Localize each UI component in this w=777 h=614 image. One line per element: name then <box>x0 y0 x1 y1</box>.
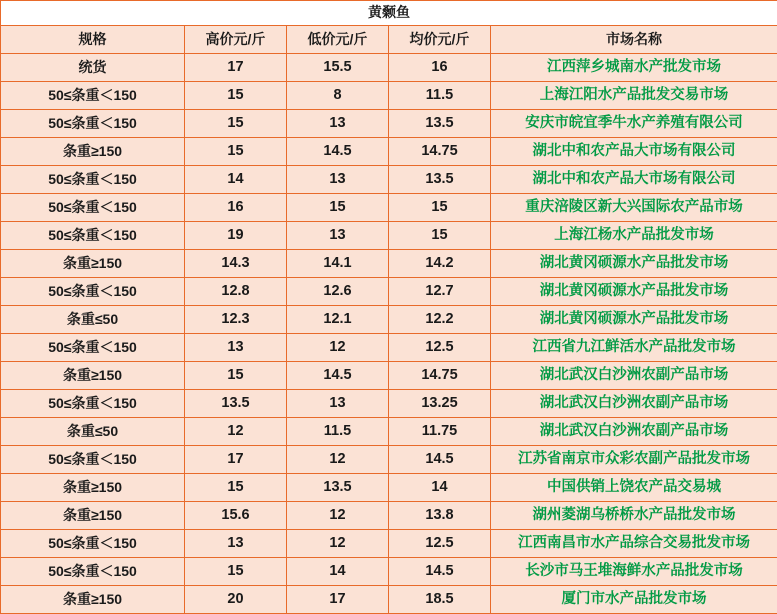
cell-high: 14.3 <box>185 250 287 278</box>
table-row <box>1 222 777 250</box>
cell-high: 15.6 <box>185 502 287 530</box>
cell-market: 湖北黄冈硕源水产品批发市场 <box>491 306 777 334</box>
cell-market: 湖北武汉白沙洲农副产品市场 <box>491 362 777 390</box>
cell-high: 16 <box>185 194 287 222</box>
cell-low: 13 <box>287 390 389 418</box>
cell-avg: 15 <box>389 194 491 222</box>
table-row <box>1 558 777 586</box>
cell-spec: 统货 <box>1 54 185 82</box>
cell-high: 15 <box>185 558 287 586</box>
cell-low: 17 <box>287 586 389 614</box>
column-header-spec: 规格 <box>1 26 185 54</box>
cell-spec: 50≤条重＜150 <box>1 334 185 362</box>
page-title: 黄颡鱼 <box>1 1 777 26</box>
cell-avg: 13.8 <box>389 502 491 530</box>
cell-spec: 50≤条重＜150 <box>1 166 185 194</box>
cell-low: 8 <box>287 82 389 110</box>
cell-market: 中国供销上饶农产品交易城 <box>491 474 777 502</box>
cell-low: 12 <box>287 334 389 362</box>
cell-market: 江苏省南京市众彩农副产品批发市场 <box>491 446 777 474</box>
cell-market: 湖州菱湖乌桥桥水产品批发市场 <box>491 502 777 530</box>
table-body <box>1 54 777 614</box>
cell-avg: 12.5 <box>389 334 491 362</box>
cell-low: 14 <box>287 558 389 586</box>
cell-avg: 14.2 <box>389 250 491 278</box>
table-row <box>1 362 777 390</box>
cell-market: 湖北中和农产品大市场有限公司 <box>491 166 777 194</box>
table-row <box>1 390 777 418</box>
cell-avg: 14.5 <box>389 558 491 586</box>
cell-avg: 14 <box>389 474 491 502</box>
cell-low: 12 <box>287 446 389 474</box>
cell-market: 江西南昌市水产品综合交易批发市场 <box>491 530 777 558</box>
table-row <box>1 278 777 306</box>
column-header-avg-price: 均价元/斤 <box>389 26 491 54</box>
cell-spec: 50≤条重＜150 <box>1 446 185 474</box>
cell-avg: 14.5 <box>389 446 491 474</box>
cell-high: 15 <box>185 362 287 390</box>
table-row <box>1 446 777 474</box>
table-row <box>1 54 777 82</box>
cell-avg: 18.5 <box>389 586 491 614</box>
cell-low: 13 <box>287 110 389 138</box>
cell-avg: 14.75 <box>389 138 491 166</box>
cell-low: 13.5 <box>287 474 389 502</box>
cell-low: 15.5 <box>287 54 389 82</box>
table-row <box>1 502 777 530</box>
cell-spec: 条重≥150 <box>1 138 185 166</box>
cell-high: 13 <box>185 530 287 558</box>
cell-spec: 条重≥150 <box>1 362 185 390</box>
cell-market: 湖北黄冈硕源水产品批发市场 <box>491 250 777 278</box>
cell-market: 湖北黄冈硕源水产品批发市场 <box>491 278 777 306</box>
cell-avg: 13.5 <box>389 110 491 138</box>
column-header-market-name: 市场名称 <box>491 26 777 54</box>
cell-low: 13 <box>287 166 389 194</box>
cell-low: 15 <box>287 194 389 222</box>
cell-high: 13.5 <box>185 390 287 418</box>
cell-spec: 50≤条重＜150 <box>1 222 185 250</box>
cell-high: 15 <box>185 110 287 138</box>
column-header-low-price: 低价元/斤 <box>287 26 389 54</box>
cell-high: 19 <box>185 222 287 250</box>
cell-market: 上海江阳水产品批发交易市场 <box>491 82 777 110</box>
cell-avg: 14.75 <box>389 362 491 390</box>
cell-avg: 12.5 <box>389 530 491 558</box>
cell-high: 12 <box>185 418 287 446</box>
cell-avg: 12.2 <box>389 306 491 334</box>
cell-low: 14.5 <box>287 138 389 166</box>
cell-high: 17 <box>185 54 287 82</box>
cell-spec: 条重≥150 <box>1 502 185 530</box>
cell-low: 14.1 <box>287 250 389 278</box>
cell-market: 重庆涪陵区新大兴国际农产品市场 <box>491 194 777 222</box>
cell-avg: 12.7 <box>389 278 491 306</box>
cell-low: 12 <box>287 530 389 558</box>
table-row <box>1 530 777 558</box>
cell-low: 13 <box>287 222 389 250</box>
cell-spec: 条重≥150 <box>1 250 185 278</box>
cell-spec: 条重≤50 <box>1 306 185 334</box>
cell-market: 安庆市皖宜季牛水产养殖有限公司 <box>491 110 777 138</box>
table-row <box>1 166 777 194</box>
table-row <box>1 586 777 614</box>
cell-spec: 条重≥150 <box>1 586 185 614</box>
cell-avg: 13.5 <box>389 166 491 194</box>
cell-spec: 50≤条重＜150 <box>1 558 185 586</box>
cell-spec: 50≤条重＜150 <box>1 278 185 306</box>
table-row <box>1 194 777 222</box>
column-header-row <box>1 26 777 54</box>
cell-avg: 15 <box>389 222 491 250</box>
cell-high: 20 <box>185 586 287 614</box>
cell-market: 上海江杨水产品批发市场 <box>491 222 777 250</box>
cell-market: 厦门市水产品批发市场 <box>491 586 777 614</box>
cell-market: 湖北中和农产品大市场有限公司 <box>491 138 777 166</box>
cell-high: 14 <box>185 166 287 194</box>
table-row <box>1 110 777 138</box>
cell-low: 11.5 <box>287 418 389 446</box>
cell-high: 15 <box>185 474 287 502</box>
cell-spec: 50≤条重＜150 <box>1 110 185 138</box>
cell-low: 12 <box>287 502 389 530</box>
table-row <box>1 82 777 110</box>
cell-high: 12.3 <box>185 306 287 334</box>
table-row <box>1 306 777 334</box>
cell-high: 15 <box>185 138 287 166</box>
cell-spec: 50≤条重＜150 <box>1 194 185 222</box>
cell-spec: 条重≤50 <box>1 418 185 446</box>
cell-high: 17 <box>185 446 287 474</box>
cell-low: 14.5 <box>287 362 389 390</box>
cell-avg: 11.5 <box>389 82 491 110</box>
cell-low: 12.1 <box>287 306 389 334</box>
cell-market: 江西省九江鲜活水产品批发市场 <box>491 334 777 362</box>
cell-avg: 13.25 <box>389 390 491 418</box>
cell-avg: 16 <box>389 54 491 82</box>
cell-market: 江西萍乡城南水产批发市场 <box>491 54 777 82</box>
cell-spec: 50≤条重＜150 <box>1 530 185 558</box>
cell-low: 12.6 <box>287 278 389 306</box>
cell-avg: 11.75 <box>389 418 491 446</box>
table-row <box>1 418 777 446</box>
table-row <box>1 334 777 362</box>
cell-spec: 条重≥150 <box>1 474 185 502</box>
cell-spec: 50≤条重＜150 <box>1 82 185 110</box>
cell-market: 长沙市马王堆海鲜水产品批发市场 <box>491 558 777 586</box>
cell-high: 13 <box>185 334 287 362</box>
table-header <box>1 1 777 54</box>
column-header-high-price: 高价元/斤 <box>185 26 287 54</box>
cell-market: 湖北武汉白沙洲农副产品市场 <box>491 418 777 446</box>
cell-high: 12.8 <box>185 278 287 306</box>
title-row <box>1 1 777 26</box>
cell-market: 湖北武汉白沙洲农副产品市场 <box>491 390 777 418</box>
cell-high: 15 <box>185 82 287 110</box>
table-row <box>1 138 777 166</box>
table-row <box>1 250 777 278</box>
cell-spec: 50≤条重＜150 <box>1 390 185 418</box>
table-row <box>1 474 777 502</box>
